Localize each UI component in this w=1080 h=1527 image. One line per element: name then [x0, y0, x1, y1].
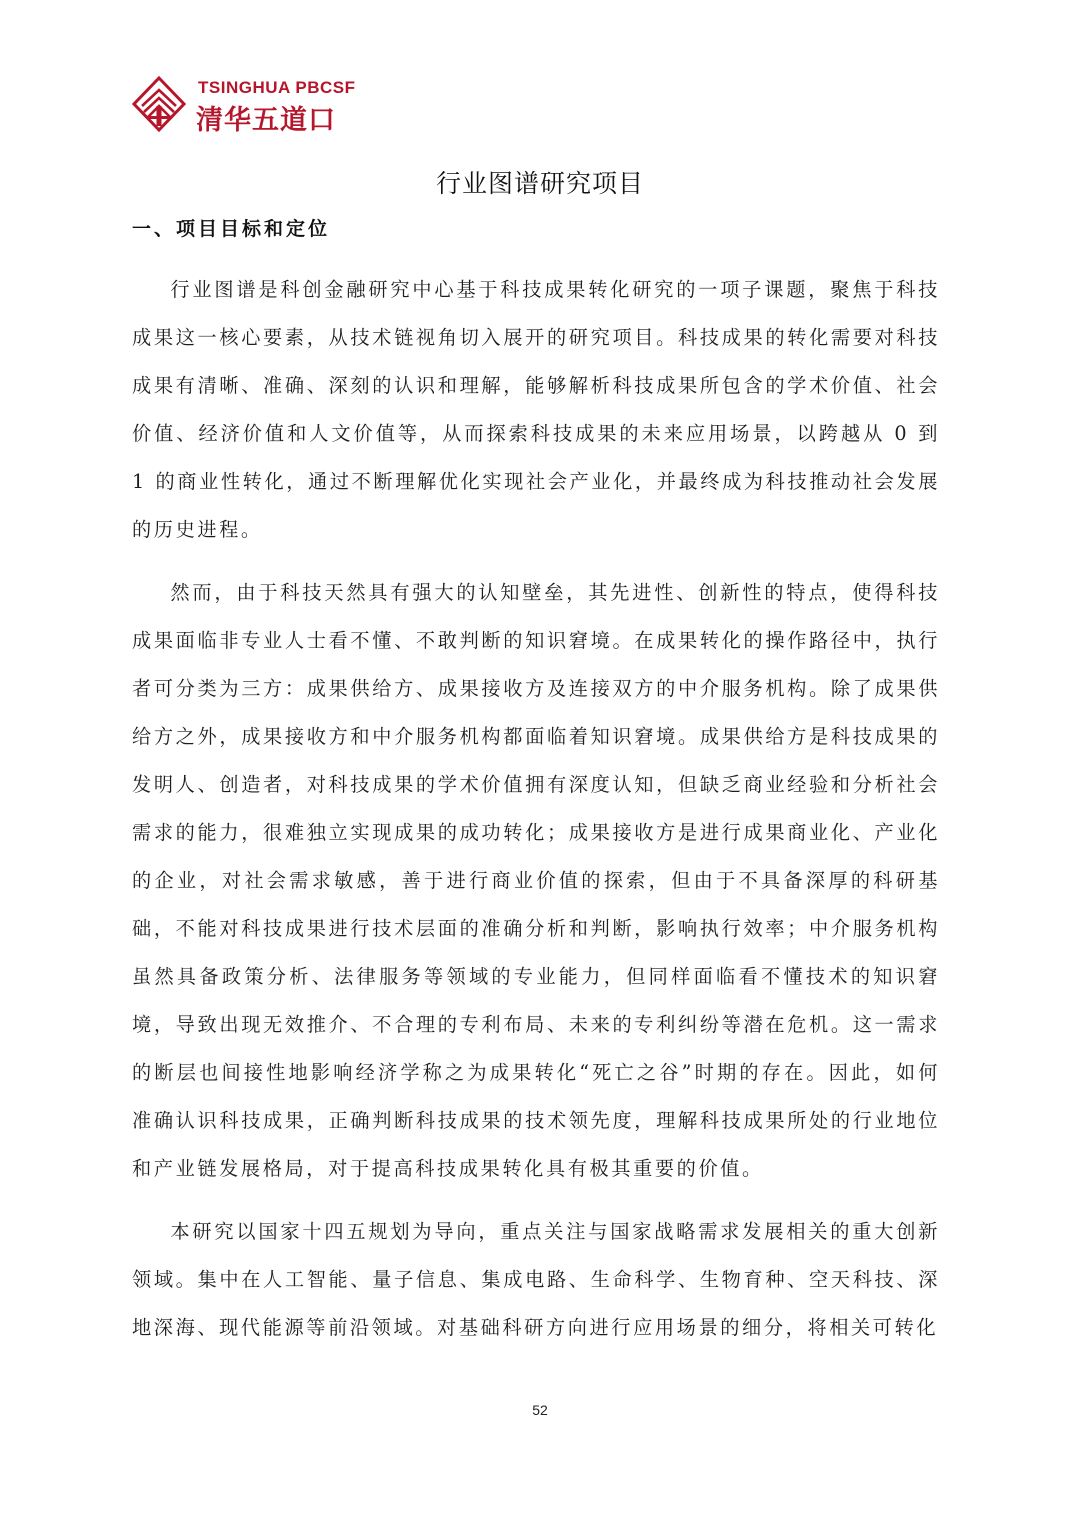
paragraph-3: 本研究以国家十四五规划为导向，重点关注与国家战略需求发展相关的重大创新领域。集中在人工智能、量子信息、集成电路、生命科学、生物育种、空天科技、深地深海、现代能源等前沿领域。对基础科研方向进行应用场景的细分，将相关可转化 — [132, 1220, 940, 1339]
document-body — [132, 266, 940, 1367]
paragraph-1: 行业图谱是科创金融研究中心基于科技成果转化研究的一项子课题，聚焦于科技成果这一核心要素，从技术链视角切入展开的研究项目。科技成果的转化需要对科技成果有清晰、准确、深刻的认识和理解，能够解析科技成果所包含的学术价值、社会价值、经济价值和人文价值等，从而探索科技成果的未来应用场景，以跨越从 0 到 1 的商业性转化，通过不断理解优化实现社会产业化，并最终成为科技推动社会发展的历史进程。 — [132, 278, 940, 541]
paragraph-2: 然而，由于科技天然具有强大的认知壁垒，其先进性、创新性的特点，使得科技成果面临非专业人士看不懂、不敢判断的知识窘境。在成果转化的操作路径中，执行者可分类为三方：成果供给方、成果接收方及连接双方的中介服务机构。除了成果供给方之外，成果接收方和中介服务机构都面临着知识窘境。成果供给方是科技成果的发明人、创造者，对科技成果的学术价值拥有深度认知，但缺乏商业经验和分析社会需求的能力，很难独立实现成果的成功转化；成果接收方是进行成果商业化、产业化的企业，对社会需求敏感，善于进行商业价值的探索，但由于不具备深厚的科研基础，不能对科技成果进行技术层面的准确分析和判断，影响执行效率；中介服务机构虽然具备政策分析、法律服务等领域的专业能力，但同样面临看不懂技术的知识窘境，导致出现无效推介、不合理的专利布局、未来的专利纠纷等潜在危机。这一需求的断层也间接性地影响经济学称之为成果转化“死亡之谷”时期的存在。因此，如何准确认识科技成果，正确判断科技成果的技术领先度，理解科技成果所处的行业地位和产业链发展格局，对于提高科技成果转化具有极其重要的价值。 — [132, 581, 940, 1180]
logo-chinese-name: 清华五道口 — [196, 105, 336, 136]
logo-english-name: TSINGHUA PBCSF — [198, 78, 356, 97]
page-number: 52 — [532, 1402, 548, 1418]
document-title: 行业图谱研究项目 — [435, 169, 644, 198]
section-heading: 一、项目目标和定位 — [132, 218, 331, 240]
tsinghua-pbcsf-emblem-icon — [132, 76, 186, 132]
logo — [132, 76, 362, 134]
